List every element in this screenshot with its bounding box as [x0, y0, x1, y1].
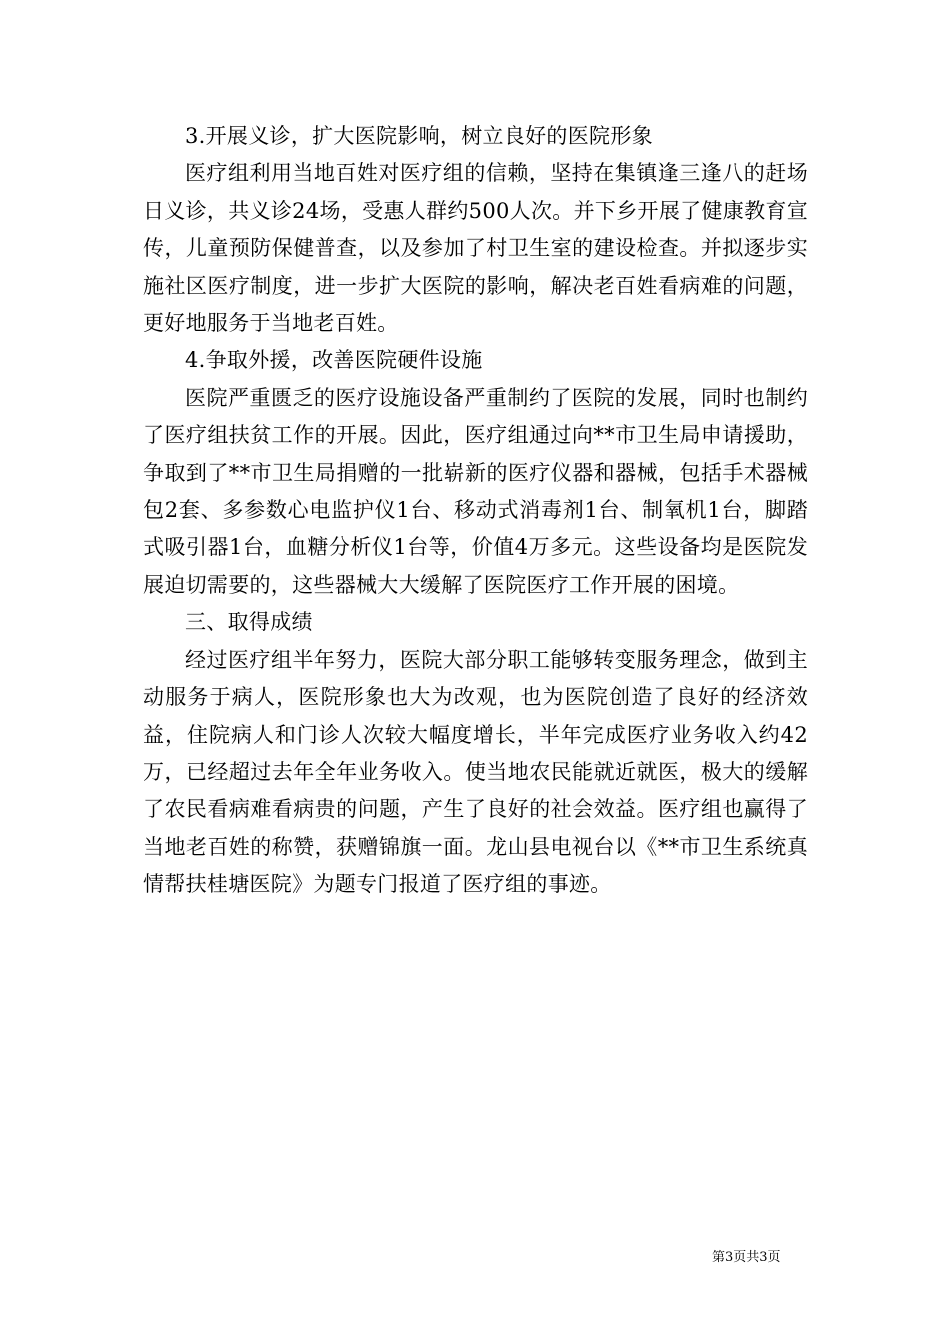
- page-number-footer: 第3页共3页: [712, 1250, 781, 1265]
- document-body: [143, 118, 808, 904]
- paragraph-achievements: 经过医疗组半年努力，医院大部分职工能够转变服务理念，做到主动服务于病人，医院形象也大为改观，也为医院创造了良好的经济效益，住院病人和门诊人次较大幅度增长，半年完成医疗业务收入约42万，已经超过去年全年业务收入。使当地农民能就近就医，极大的缓解了农民看病难看病贵的问题，产生了良好的社会效益。医疗组也赢得了当地老百姓的称赞，获赠锦旗一面。龙山县电视台以《**市卫生系统真情帮扶桂塘医院》为题专门报道了医疗组的事迹。: [143, 647, 808, 897]
- section-heading-free-clinic: 3.开展义诊，扩大医院影响，树立良好的医院形象: [185, 124, 653, 148]
- paragraph-free-clinic: 医疗组利用当地百姓对医疗组的信赖，坚持在集镇逢三逢八的赶场日义诊，共义诊24场，受惠人群约500人次。并下乡开展了健康教育宣传，儿童预防保健普查，以及参加了村卫生室的建设检查。并拟逐步实施社区医疗制度，进一步扩大医院的影响，解决老百姓看病难的问题，更好地服务于当地老百姓。: [143, 161, 808, 336]
- paragraph-external-aid: 医院严重匮乏的医疗设施设备严重制约了医院的发展，同时也制约了医疗组扶贫工作的开展。因此，医疗组通过向**市卫生局申请援助，争取到了**市卫生局捐赠的一批崭新的医疗仪器和器械，包括手术器械包2套、多参数心电监护仪1台、移动式消毒剂1台、制氧机1台，脚踏式吸引器1台，血糖分析仪1台等，价值4万多元。这些设备均是医院发展迫切需要的，这些器械大大缓解了医院医疗工作开展的困境。: [143, 385, 808, 597]
- section-heading-external-aid: 4.争取外援，改善医院硬件设施: [185, 348, 483, 373]
- section-heading-achievements: 三、取得成绩: [185, 610, 313, 635]
